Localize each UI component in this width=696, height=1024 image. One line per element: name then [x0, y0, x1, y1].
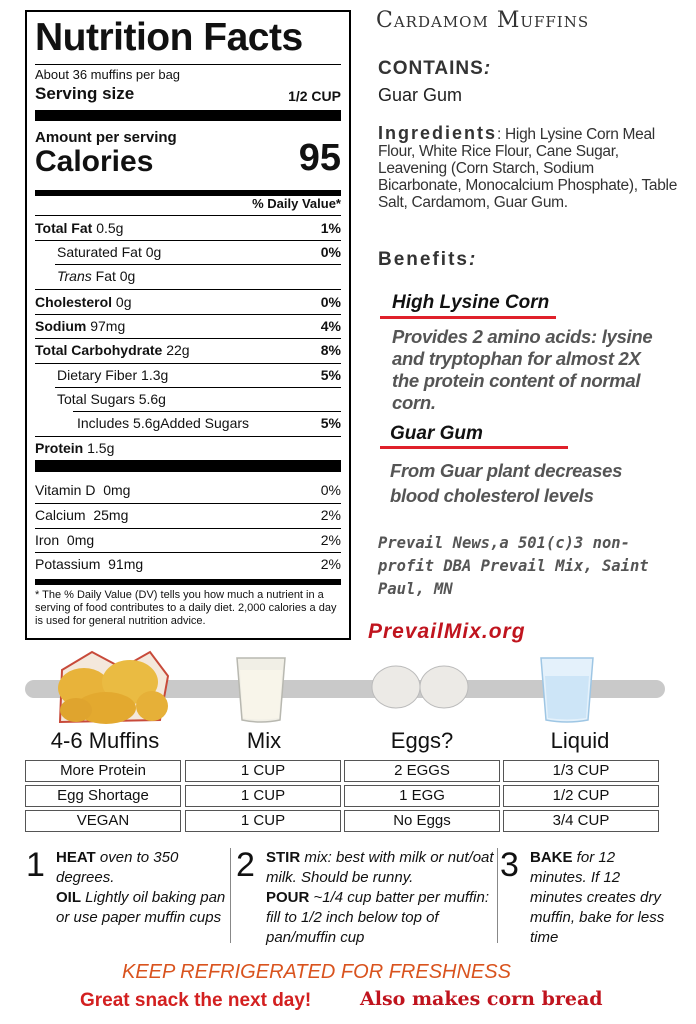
trans-fat-amount: 0g — [119, 268, 136, 284]
vitamin-d-row — [35, 482, 341, 498]
divider — [73, 411, 341, 412]
divider — [35, 528, 341, 529]
calories-value: 95 — [298, 137, 341, 179]
potassium-dv: 2% — [320, 556, 341, 572]
cholesterol-amount: 0g — [115, 294, 132, 310]
contains-heading — [378, 58, 491, 80]
website-link[interactable]: PrevailMix.org — [368, 620, 526, 643]
benefits-colon: : — [468, 249, 478, 270]
table-cell: 1 CUP — [185, 785, 341, 807]
divider — [35, 64, 341, 65]
muffins-photo — [52, 650, 170, 724]
added-sugars-pre: Includes — [77, 415, 130, 431]
step-text: for 12 minutes. If 12 minutes creates dry muffin, bake for less time — [530, 849, 665, 946]
benefits-heading — [378, 249, 477, 271]
contains-value: Guar Gum — [378, 85, 463, 105]
step-verb: STIR — [266, 849, 301, 866]
divider — [35, 240, 341, 241]
step-separator — [497, 848, 498, 943]
table-cell: Egg Shortage — [25, 785, 181, 807]
vitamin-d: Vitamin D 0mg — [35, 482, 131, 498]
serving-size-row — [35, 84, 341, 104]
step-text: Lightly oil baking pan or use paper muffin cups — [56, 889, 226, 926]
step-number: 1 — [26, 846, 45, 884]
potassium: Potassium 91mg — [35, 556, 144, 572]
sodium-dv: 4% — [320, 318, 341, 334]
iron-dv: 2% — [320, 532, 341, 548]
benefits-label: Benefits — [378, 249, 469, 270]
divider — [35, 338, 341, 339]
vitamin-d-dv: 0% — [320, 482, 341, 498]
divider — [35, 289, 341, 290]
refrigerate-notice: KEEP REFRIGERATED FOR FRESHNESS — [122, 961, 511, 983]
sugars-label: Total Sugars — [57, 391, 135, 407]
total-fat-row — [35, 220, 341, 236]
table-cell: 1 CUP — [185, 810, 341, 832]
divider — [35, 503, 341, 504]
carb-row — [35, 342, 341, 358]
table-cell: 1/2 CUP — [503, 785, 659, 807]
sat-fat-amount: 0g — [145, 244, 162, 260]
thick-divider — [35, 110, 341, 121]
fiber-label: Dietary Fiber — [57, 367, 138, 383]
table-cell: 1 CUP — [185, 760, 341, 782]
sodium-label: Sodium — [35, 318, 87, 334]
total-fat-amount: 0.5g — [96, 220, 124, 236]
benefit-text: Provides 2 amino acids: lysine and tryptophan for almost 2X the protein content of normal corn. — [392, 326, 653, 413]
cholesterol-dv: 0% — [320, 294, 341, 310]
benefit-underline — [380, 446, 568, 449]
carb-amount: 22g — [166, 342, 190, 358]
divider — [35, 552, 341, 553]
serving-size-value: 1/2 CUP — [288, 88, 341, 104]
carb-dv: 8% — [320, 342, 341, 358]
protein-label: Protein — [35, 440, 84, 456]
column-header: Liquid — [550, 728, 610, 753]
ingredients-label: Ingredients — [378, 123, 498, 143]
added-sugars-amount: 5.6g — [133, 415, 161, 431]
added-sugars-dv: 5% — [320, 415, 341, 431]
product-title: Cardamom Muffins — [376, 8, 590, 33]
step-verb: POUR — [266, 889, 310, 906]
divider — [35, 363, 341, 364]
trans-fat-row — [35, 268, 341, 284]
nutrition-title: Nutrition Facts — [35, 16, 303, 59]
benefit-heading: High Lysine Corn — [392, 292, 550, 313]
added-sugars-label: Added Sugars — [160, 415, 250, 431]
divider — [35, 215, 341, 216]
divider — [55, 387, 341, 388]
sodium-amount: 97mg — [90, 318, 126, 334]
medium-divider — [35, 579, 341, 585]
carb-label: Total Carbohydrate — [35, 342, 163, 358]
added-sugars-row — [35, 415, 341, 431]
total-fat-dv: 1% — [320, 220, 341, 236]
cholesterol-row — [35, 294, 341, 310]
trans-fat-label: Trans — [57, 268, 92, 284]
fiber-amount: 1.3g — [141, 367, 169, 383]
benefit-underline — [380, 316, 556, 319]
water-glass-icon — [538, 656, 596, 724]
sat-fat-label: Saturated Fat — [57, 244, 142, 260]
step-verb: OIL — [56, 889, 81, 906]
step-text: mix: best with milk or nut/oat milk. Should be runny. — [266, 849, 494, 886]
sat-fat-row — [35, 244, 341, 260]
column-header: Mix — [246, 728, 282, 753]
divider — [35, 436, 341, 437]
ingredients — [378, 125, 678, 211]
table-cell: No Eggs — [344, 810, 500, 832]
step-separator — [230, 848, 231, 943]
corn-bread-note: Also makes corn bread — [360, 988, 603, 1010]
daily-value-header: % Daily Value* — [252, 196, 341, 211]
serving-size-label: Serving size — [35, 84, 135, 103]
eggs-icon — [370, 664, 470, 710]
fiber-dv: 5% — [320, 367, 341, 383]
divider — [35, 314, 341, 315]
iron: Iron 0mg — [35, 532, 95, 548]
table-cell: 1 EGG — [344, 785, 500, 807]
protein-amount: 1.5g — [87, 440, 115, 456]
dv-footnote: * The % Daily Value (DV) tells you how much a nutrient in a serving of food contributes to a daily diet. 2,000 calories a day is used for general nutrition advice. — [35, 589, 337, 627]
amount-per-serving: Amount per serving — [35, 129, 177, 146]
step-text: oven to 350 degrees. — [56, 849, 179, 886]
milk-glass-icon — [234, 656, 288, 724]
iron-row — [35, 532, 341, 548]
contains-colon: : — [483, 58, 492, 79]
cholesterol-label: Cholesterol — [35, 294, 113, 310]
step-number: 2 — [236, 846, 255, 884]
fiber-row — [35, 367, 341, 383]
column-header: Eggs? — [390, 728, 454, 753]
step-number: 3 — [500, 846, 519, 884]
table-cell: 2 EGGS — [344, 760, 500, 782]
benefit-text: From Guar plant decreases blood cholesterol levels — [390, 460, 623, 506]
sugars-amount: 5.6g — [138, 391, 166, 407]
calcium-row — [35, 507, 341, 523]
table-cell: 1/3 CUP — [503, 760, 659, 782]
benefit-heading: Guar Gum — [390, 423, 483, 444]
thick-divider — [35, 460, 341, 472]
trans-fat-label2: Fat — [95, 268, 116, 284]
calcium: Calcium 25mg — [35, 507, 129, 523]
nutrition-facts-panel — [25, 10, 351, 640]
total-fat-label: Total Fat — [35, 220, 93, 236]
sodium-row — [35, 318, 341, 334]
step-verb: HEAT — [56, 849, 96, 866]
sat-fat-dv: 0% — [320, 244, 341, 260]
organization-info: Prevail News,a 501(c)3 non-profit DBA Prevail Mix, Saint Paul, MN — [378, 534, 649, 598]
sugars-row — [35, 391, 341, 407]
divider — [55, 264, 341, 265]
table-cell: VEGAN — [25, 810, 181, 832]
column-header: 4-6 Muffins — [50, 728, 160, 753]
contains-label: CONTAINS — [378, 58, 484, 79]
calcium-dv: 2% — [320, 507, 341, 523]
snack-note: Great snack the next day! — [80, 990, 312, 1011]
potassium-row — [35, 556, 341, 572]
table-cell: More Protein — [25, 760, 181, 782]
step-text: ~1/4 cup batter per muffin: fill to 1/2 inch below top of pan/muffin cup — [266, 889, 490, 946]
ingredients-text: : High Lysine Corn Meal Flour, White Rice Flour, Cane Sugar, Leavening (Corn Starch, Sodium Bicarbonate, Monocalcium Phosphate), Table Salt, Cardamom, Guar Gum. — [378, 126, 678, 211]
step-verb: BAKE — [530, 849, 573, 866]
servings-per-container: About 36 muffins per bag — [35, 67, 181, 82]
table-cell: 3/4 CUP — [503, 810, 659, 832]
protein-row — [35, 440, 341, 456]
calories-label: Calories — [35, 145, 154, 178]
